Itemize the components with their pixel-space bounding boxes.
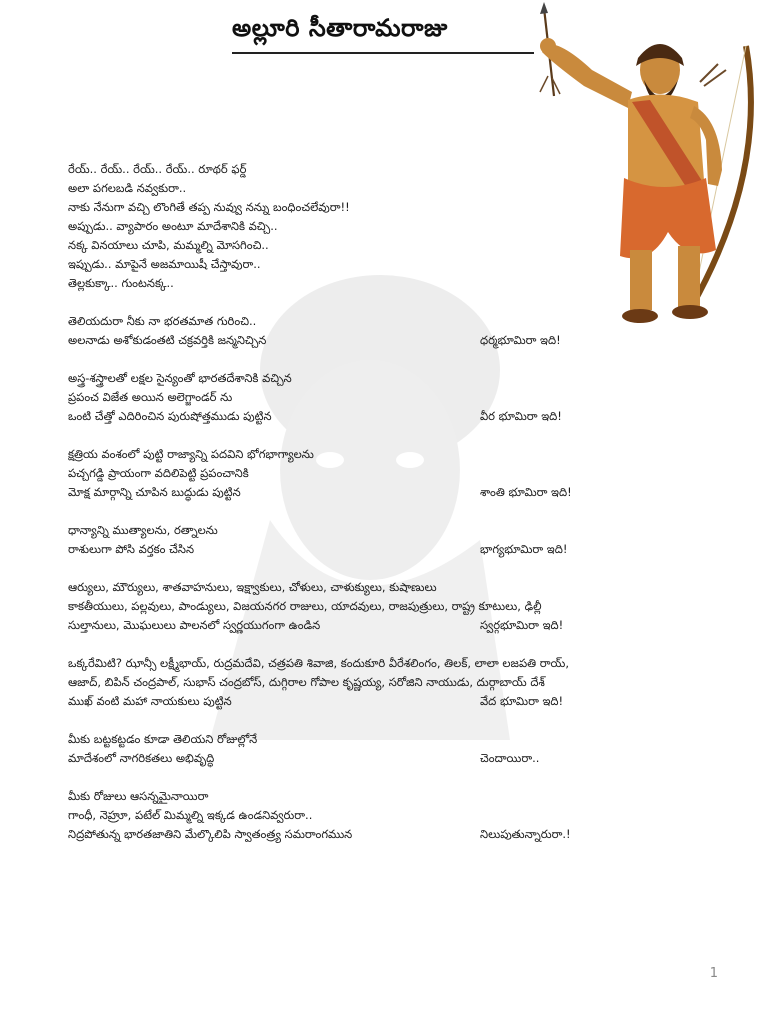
poem-line — [68, 787, 708, 806]
poem-line — [68, 521, 708, 540]
poem-line-text: అలనాడు అశోకుడంతటి చక్రవర్తికి జన్మనిచ్చిన — [68, 333, 267, 347]
poem-line-text: మీకు బట్టకట్టడం కూడా తెలియని రోజుల్లోనే — [68, 732, 258, 746]
poem-stanza — [68, 787, 708, 844]
poem-line-text: కాకతీయులు, పల్లవులు, పాండ్యులు, విజయనగర రాజులు, యాదవులు, రాజపుత్రులు, రాష్ట్ర కూటులు, ఢిల్లీ — [68, 599, 542, 613]
poem-line-refrain: శాంతి భూమిరా ఇది! — [480, 485, 572, 499]
poem-line — [68, 806, 708, 825]
poem-line — [68, 616, 708, 635]
poem-line — [68, 274, 708, 293]
poem-line-text: రాశులుగా పోసి వర్తకం చేసిన — [68, 542, 195, 556]
poem-line — [68, 578, 708, 597]
poem-stanza — [68, 654, 708, 711]
poem-line — [68, 160, 708, 179]
poem-line-text: ప్రపంచ విజేత అయిన అలెగ్జాండర్ ను — [68, 390, 233, 404]
poem-stanza — [68, 445, 708, 502]
poem-line-text: ఆజాద్, బిపిన్ చంద్రపాల్, సుభాస్ చంద్రబోస్, దుగ్గిరాల గోపాల కృష్ణయ్య, సరోజిని నాయుడు, దుర్గాబాయ్ దేశ్ — [68, 675, 545, 689]
title-underline — [232, 52, 534, 54]
poem-line-text: మాదేశంలో నాగరికతలు అభివృద్ధి — [68, 751, 215, 765]
poem-line — [68, 673, 708, 692]
poem-line — [68, 217, 708, 236]
poem-line-refrain: ధర్మభూమిరా ఇది! — [480, 333, 561, 347]
poem-line-text: నాకు నేనుగా వచ్చి లొంగితే తప్ప నువ్వు నన్ను బంధించలేవురా!! — [68, 200, 350, 214]
poem-line-text: అప్పుడు.. వ్యాపారం అంటూ మాదేశానికి వచ్చి.. — [68, 219, 278, 233]
poem-body — [68, 160, 708, 863]
poem-line-text: తెలియదురా నీకు నా భరతమాత గురించి.. — [68, 314, 257, 328]
poem-line-text: ముఖ్ వంటి మహా నాయకులు పుట్టిన — [68, 694, 232, 708]
poem-line-text: అస్త్ర-శస్త్రాలతో లక్షల సైన్యంతో భారతదేశానికి వచ్చిన — [68, 371, 292, 385]
poem-line-text: క్షత్రియ వంశంలో పుట్టి రాజ్యాన్ని పదవిని భోగభాగ్యాలను — [68, 447, 314, 461]
poem-line — [68, 198, 708, 217]
poem-line — [68, 540, 708, 559]
poem-line-text: తెల్లకుక్కా.. గుంటనక్క.. — [68, 276, 174, 290]
poem-line — [68, 597, 708, 616]
poem-line-text: పచ్చగడ్డి ప్రాయంగా వదిలిపెట్టి ప్రపంచానికి — [68, 466, 249, 480]
poem-line — [68, 255, 708, 274]
poem-line-text: అలా పగలబడి నవ్వకురా.. — [68, 181, 187, 195]
poem-line-text: ధాన్యాన్ని ముత్యాలను, రత్నాలను — [68, 523, 218, 537]
poem-line — [68, 692, 708, 711]
poem-line-text: సుల్తానులు, మొఘలులు పాలనలో స్వర్ణయుగంగా ఉండిన — [68, 618, 321, 632]
poem-stanza — [68, 369, 708, 426]
poem-line-text: మీకు రోజులు ఆసన్నమైనాయిరా — [68, 789, 209, 803]
poem-line — [68, 825, 708, 844]
poem-line-text: ఇప్పుడు.. మాపైనే అజమాయిషీ చేస్తావురా.. — [68, 257, 261, 271]
poem-line-text: రేయ్.. రేయ్.. రేయ్.. రేయ్.. రూథర్ ఫర్డ్ — [68, 162, 247, 176]
poem-line — [68, 312, 708, 331]
poem-line — [68, 388, 708, 407]
poem-line — [68, 730, 708, 749]
poem-stanza — [68, 578, 708, 635]
poem-line — [68, 407, 708, 426]
poem-line-refrain: వీర భూమిరా ఇది! — [480, 409, 562, 423]
page-title: అల్లూరి సీతారామరాజు — [232, 14, 448, 42]
poem-line-text: మోక్ష మార్గాన్ని చూపిన బుద్ధుడు పుట్టిన — [68, 485, 241, 499]
poem-line-refrain: నిలుపుతున్నారురా.! — [480, 827, 571, 841]
poem-stanza — [68, 312, 708, 350]
poem-line-text: నిద్రపోతున్న భారతజాతిని మేల్కొలిపి స్వాతంత్ర్య సమరాంగమున — [68, 827, 353, 841]
poem-line-refrain: చెందాయిరా.. — [480, 751, 540, 765]
poem-line-refrain: వేద భూమిరా ఇది! — [480, 694, 564, 708]
poem-line — [68, 331, 708, 350]
poem-stanza — [68, 730, 708, 768]
poem-line — [68, 483, 708, 502]
poem-stanza — [68, 521, 708, 559]
poem-line — [68, 749, 708, 768]
poem-line-refrain: స్వర్గభూమిరా ఇది! — [480, 618, 564, 632]
poem-line-text: ఆర్యులు, మౌర్యులు, శాతవాహనులు, ఇక్ష్వాకులు, చోళులు, చాళుక్యులు, కుషాణులు — [68, 580, 437, 594]
poem-line-text: ఒంటి చేత్తో ఎదిరించిన పురుషోత్తముడు పుట్టిన — [68, 409, 272, 423]
poem-line — [68, 464, 708, 483]
poem-line-refrain: భాగ్యభూమిరా ఇది! — [480, 542, 568, 556]
poem-line — [68, 654, 708, 673]
poem-line — [68, 179, 708, 198]
poem-line-text: గాంధీ, నెహ్రూ, పటేల్ మిమ్మల్ని ఇక్కడ ఉండనివ్వరురా.. — [68, 808, 313, 822]
poem-line-text: నక్క వినయాలు చూపి, మమ్మల్ని మోసగించి.. — [68, 238, 269, 252]
poem-stanza — [68, 160, 708, 293]
poem-line-text: ఒక్కరేమిటి? ఝాన్సీ లక్ష్మీభాయ్, రుద్రమదేవి, చత్రపతి శివాజి, కందుకూరి వీరేశలింగం, తిలక్, లాలా లజపతి రాయ్, — [68, 656, 569, 670]
poem-line — [68, 369, 708, 388]
page-number: 1 — [709, 966, 718, 981]
poem-line — [68, 236, 708, 255]
poem-line — [68, 445, 708, 464]
